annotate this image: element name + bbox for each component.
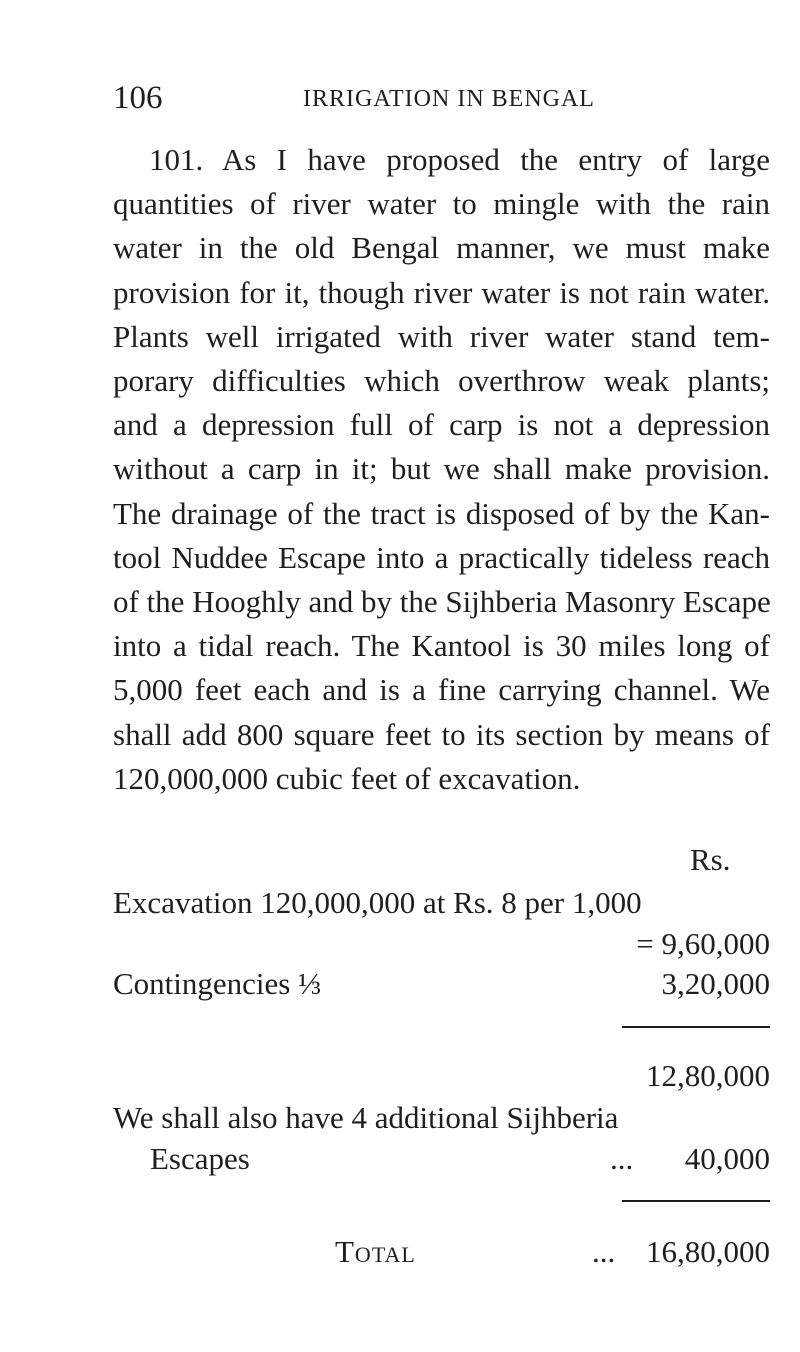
paragraph-line: provision for it, though river water is not rain water. bbox=[113, 274, 770, 310]
paragraph-line: of the Hooghly and by the Sijhberia Masonry Escape bbox=[113, 584, 771, 620]
page-number: 106 bbox=[113, 80, 163, 116]
paragraph-line: porary difficulties which overthrow weak plants; bbox=[113, 363, 770, 399]
paragraph-line: water in the old Bengal manner, we must make bbox=[113, 230, 770, 266]
paragraph-line: 5,000 feet each and is a fine carrying channel. We bbox=[113, 672, 770, 708]
escapes-label: Escapes bbox=[150, 1141, 250, 1176]
currency-header: Rs. bbox=[690, 842, 731, 877]
body-paragraph bbox=[113, 138, 770, 801]
paragraph-line: without a carp in it; but we shall make provision. bbox=[113, 451, 770, 487]
subtotal-rule bbox=[622, 1026, 770, 1028]
escapes-amount: 40,000 bbox=[684, 1141, 770, 1176]
subtotal-amount: 12,80,000 bbox=[646, 1058, 770, 1093]
paragraph-line: tool Nuddee Escape into a practically tideless reach bbox=[113, 539, 770, 575]
paragraph-line: quantities of river water to mingle with the rain bbox=[113, 186, 770, 222]
paragraph-line: shall add 800 square feet to its section by means of bbox=[113, 716, 770, 752]
total-amount: 16,80,000 bbox=[646, 1234, 770, 1269]
paragraph-line: 120,000,000 cubic feet of excavation. bbox=[113, 760, 581, 796]
total-rule bbox=[622, 1200, 770, 1202]
escapes-leader: ... bbox=[610, 1141, 634, 1176]
total-label: Total bbox=[335, 1234, 416, 1269]
total-leader: ... bbox=[592, 1234, 616, 1269]
contingencies-amount: 3,20,000 bbox=[661, 966, 770, 1001]
excavation-line: Excavation 120,000,000 at Rs. 8 per 1,000 bbox=[113, 885, 642, 920]
contingencies-label: Contingencies ⅓ bbox=[113, 966, 322, 1001]
paragraph-line: 101. As I have proposed the entry of large bbox=[149, 142, 770, 177]
escapes-line: We shall also have 4 additional Sijhberia bbox=[113, 1100, 619, 1135]
excavation-amount: = 9,60,000 bbox=[636, 926, 770, 961]
paragraph-line: Plants well irrigated with river water stand tem- bbox=[113, 318, 770, 354]
running-title: IRRIGATION IN BENGAL bbox=[303, 86, 595, 112]
paragraph-line: into a tidal reach. The Kantool is 30 miles long of bbox=[113, 628, 770, 664]
paragraph-line: and a depression full of carp is not a depression bbox=[113, 407, 770, 443]
paragraph-line: The drainage of the tract is disposed of by the Kan- bbox=[113, 495, 770, 531]
